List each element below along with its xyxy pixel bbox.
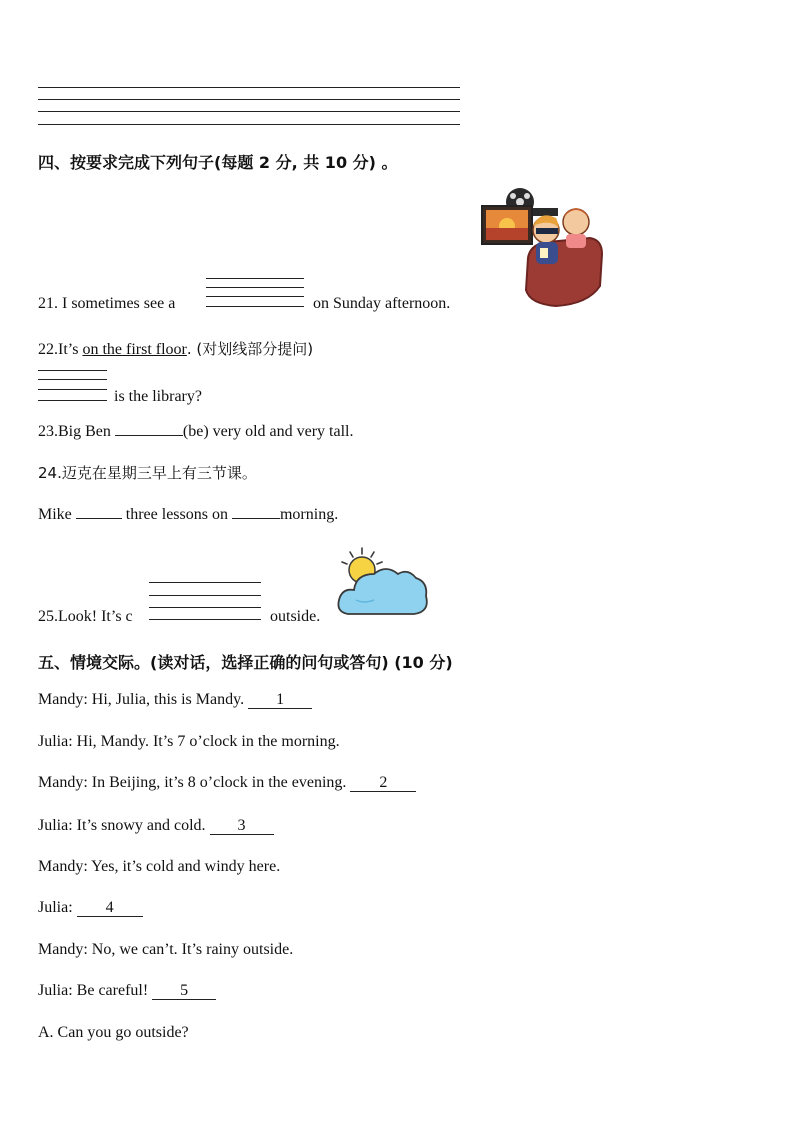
question-25-prefix: 25.Look! It’s c	[38, 608, 133, 625]
dialogue-text: Mandy: Hi, Julia, this is Mandy.	[38, 691, 249, 708]
dialogue-answer-blank[interactable]: 1	[248, 692, 312, 709]
dialogue-text: Mandy: No, we can’t. It’s rainy outside.	[38, 941, 294, 958]
q21-answer-line-2[interactable]	[206, 287, 304, 288]
dialogue-text: Julia: It’s snowy and cold.	[38, 817, 210, 834]
writing-line-4	[38, 124, 460, 125]
question-24-part-1: Mike	[38, 506, 72, 523]
question-22-prefix: 22.It’s	[38, 341, 83, 358]
dialogue-line	[38, 733, 340, 751]
cinema-illustration	[478, 186, 608, 312]
question-22-instruction: . (对划线部分提问)	[186, 340, 314, 358]
question-24-blank-1[interactable]	[76, 504, 122, 519]
writing-line-2	[38, 99, 460, 100]
question-22-answer-text: is the library?	[114, 388, 202, 405]
question-22-underlined: on the first floor	[82, 341, 187, 358]
q25-answer-line-1[interactable]	[149, 582, 261, 583]
dialogue-answer-blank[interactable]: 3	[210, 818, 274, 835]
q22-answer-line-4[interactable]	[38, 400, 107, 401]
q25-answer-line-3[interactable]	[149, 607, 261, 608]
dialogue-answer-blank[interactable]: 2	[350, 775, 416, 792]
dialogue-text: Julia:	[38, 899, 77, 916]
dialogue-line	[38, 941, 293, 959]
question-21-suffix: on Sunday afternoon.	[313, 295, 451, 312]
q22-answer-line-2[interactable]	[38, 379, 107, 380]
q21-answer-line-4[interactable]	[206, 306, 304, 307]
section-5-heading	[38, 650, 453, 673]
q21-answer-line-3[interactable]	[206, 296, 304, 297]
q22-answer-line-3[interactable]	[38, 389, 107, 390]
question-21-prefix: 21. I sometimes see a	[38, 295, 176, 312]
dialogue-answer-blank[interactable]: 5	[152, 983, 216, 1000]
dialogue-line	[38, 817, 274, 835]
cloudy-weather-illustration	[334, 544, 430, 622]
dialogue-line	[38, 691, 312, 709]
question-23-suffix: (be) very old and very tall.	[182, 423, 354, 440]
dialogue-line	[38, 774, 416, 792]
dialogue-text: Julia: Hi, Mandy. It’s 7 o’clock in the morning.	[38, 733, 340, 750]
dialogue-text: Julia: Be careful!	[38, 982, 153, 999]
question-23-blank[interactable]	[115, 421, 183, 436]
dialogue-line	[38, 858, 280, 876]
dialogue-line	[38, 982, 216, 1000]
question-23-prefix: 23.Big Ben	[38, 423, 111, 440]
dialogue-line	[38, 899, 143, 917]
writing-line-1	[38, 87, 460, 88]
q25-answer-line-4[interactable]	[149, 619, 261, 620]
question-24-blank-2[interactable]	[232, 504, 280, 519]
dialogue-text: Mandy: In Beijing, it’s 8 o’clock in the evening.	[38, 774, 351, 791]
question-22	[38, 338, 313, 359]
section-5-heading-instruction: (读对话，选择正确的问句或答句)	[150, 653, 389, 672]
q25-answer-line-2[interactable]	[149, 595, 261, 596]
q21-answer-line-1[interactable]	[206, 278, 304, 279]
question-24-part-2: three lessons on	[125, 506, 228, 523]
dialogue-answer-blank[interactable]: 4	[77, 900, 143, 917]
option-a: A. Can you go outside?	[38, 1024, 189, 1041]
dialogue-text: Mandy: Yes, it’s cold and windy here.	[38, 858, 281, 875]
q22-answer-line-1[interactable]	[38, 370, 107, 371]
question-24-part-3: morning.	[279, 506, 339, 523]
section-5-heading-points: (10 分)	[388, 653, 453, 672]
question-21	[38, 295, 175, 313]
section-4-heading: 四、按要求完成下列句子(每题 2 分, 共 10 分) 。	[38, 153, 398, 172]
question-24-chinese: 24.迈克在星期三早上有三节课。	[38, 464, 257, 482]
question-25-suffix: outside.	[270, 608, 321, 625]
question-23	[38, 421, 354, 441]
section-5-heading-title: 五、情境交际。	[38, 653, 151, 672]
writing-line-3	[38, 111, 460, 112]
question-24	[38, 504, 338, 524]
